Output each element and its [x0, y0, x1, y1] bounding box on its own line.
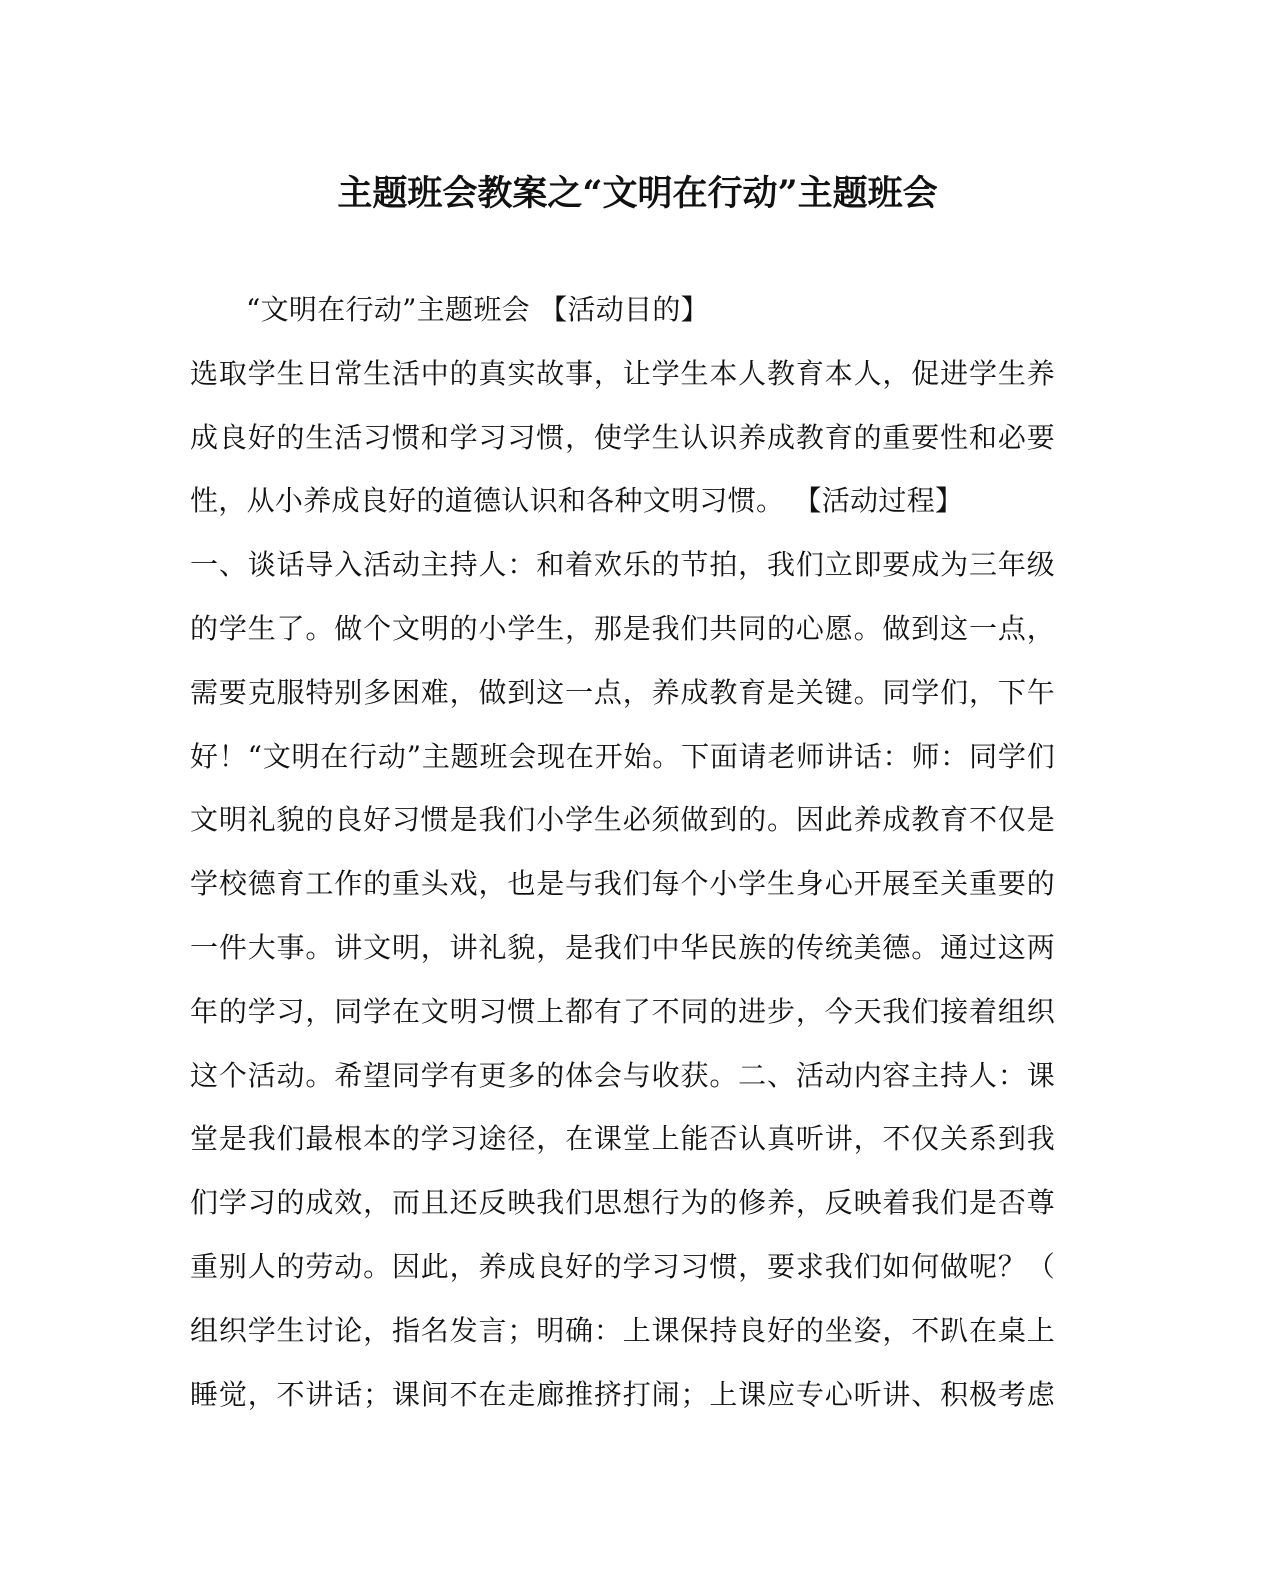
paragraph-line: 堂是我们最根本的学习途径，在课堂上能否认真听讲，不仅关系到我: [190, 1122, 1055, 1156]
paragraph-line: 年的学习，同学在文明习惯上都有了不同的进步，今天我们接着组织: [190, 994, 1055, 1028]
paragraph-line: 的学生了。做个文明的小学生，那是我们共同的心愿。做到这一点，: [190, 611, 1055, 645]
paragraph-line: 一、谈话导入活动主持人：和着欢乐的节拍，我们立即要成为三年级: [190, 548, 1055, 582]
paragraph-line: 性，从小养成良好的道德认识和各种文明习惯。 【活动过程】: [190, 484, 964, 518]
paragraph-line: 好！“文明在行动”主题班会现在开始。下面请老师讲话：师：同学们: [190, 739, 1055, 773]
paragraph-line: 睡觉，不讲话；课间不在走廊推挤打闹；上课应专心听讲、积极考虑: [190, 1377, 1055, 1411]
paragraph-line: 学校德育工作的重头戏，也是与我们每个小学生身心开展至关重要的: [190, 867, 1055, 901]
paragraph-line: 们学习的成效，而且还反映我们思想行为的修养，反映着我们是否尊: [190, 1186, 1055, 1220]
paragraph-line: 需要克服特别多困难，做到这一点，养成教育是关键。同学们，下午: [190, 675, 1055, 709]
paragraph-line: 成良好的生活习惯和学习习惯，使学生认识养成教育的重要性和必要: [190, 420, 1055, 454]
paragraph-line: 选取学生日常生活中的真实故事，让学生本人教育本人，促进学生养: [190, 356, 1055, 390]
paragraph-line: 重别人的劳动。因此，养成良好的学习习惯，要求我们如何做呢？（: [190, 1249, 1055, 1283]
paragraph-line: 这个活动。希望同学有更多的体会与收获。二、活动内容主持人：课: [190, 1058, 1055, 1092]
document-body: [190, 278, 1055, 1426]
paragraph-line: 组织学生讨论，指名发言；明确：上课保持良好的坐姿，不趴在桌上: [190, 1313, 1055, 1347]
paragraph-line: 一件大事。讲文明，讲礼貌，是我们中华民族的传统美德。通过这两: [190, 930, 1055, 964]
paragraph-line: 文明礼貌的良好习惯是我们小学生必须做到的。因此养成教育不仅是: [190, 803, 1055, 837]
document-title: 主题班会教案之“文明在行动”主题班会: [337, 173, 938, 214]
paragraph-line: “文明在行动”主题班会 【活动目的】: [246, 293, 709, 326]
